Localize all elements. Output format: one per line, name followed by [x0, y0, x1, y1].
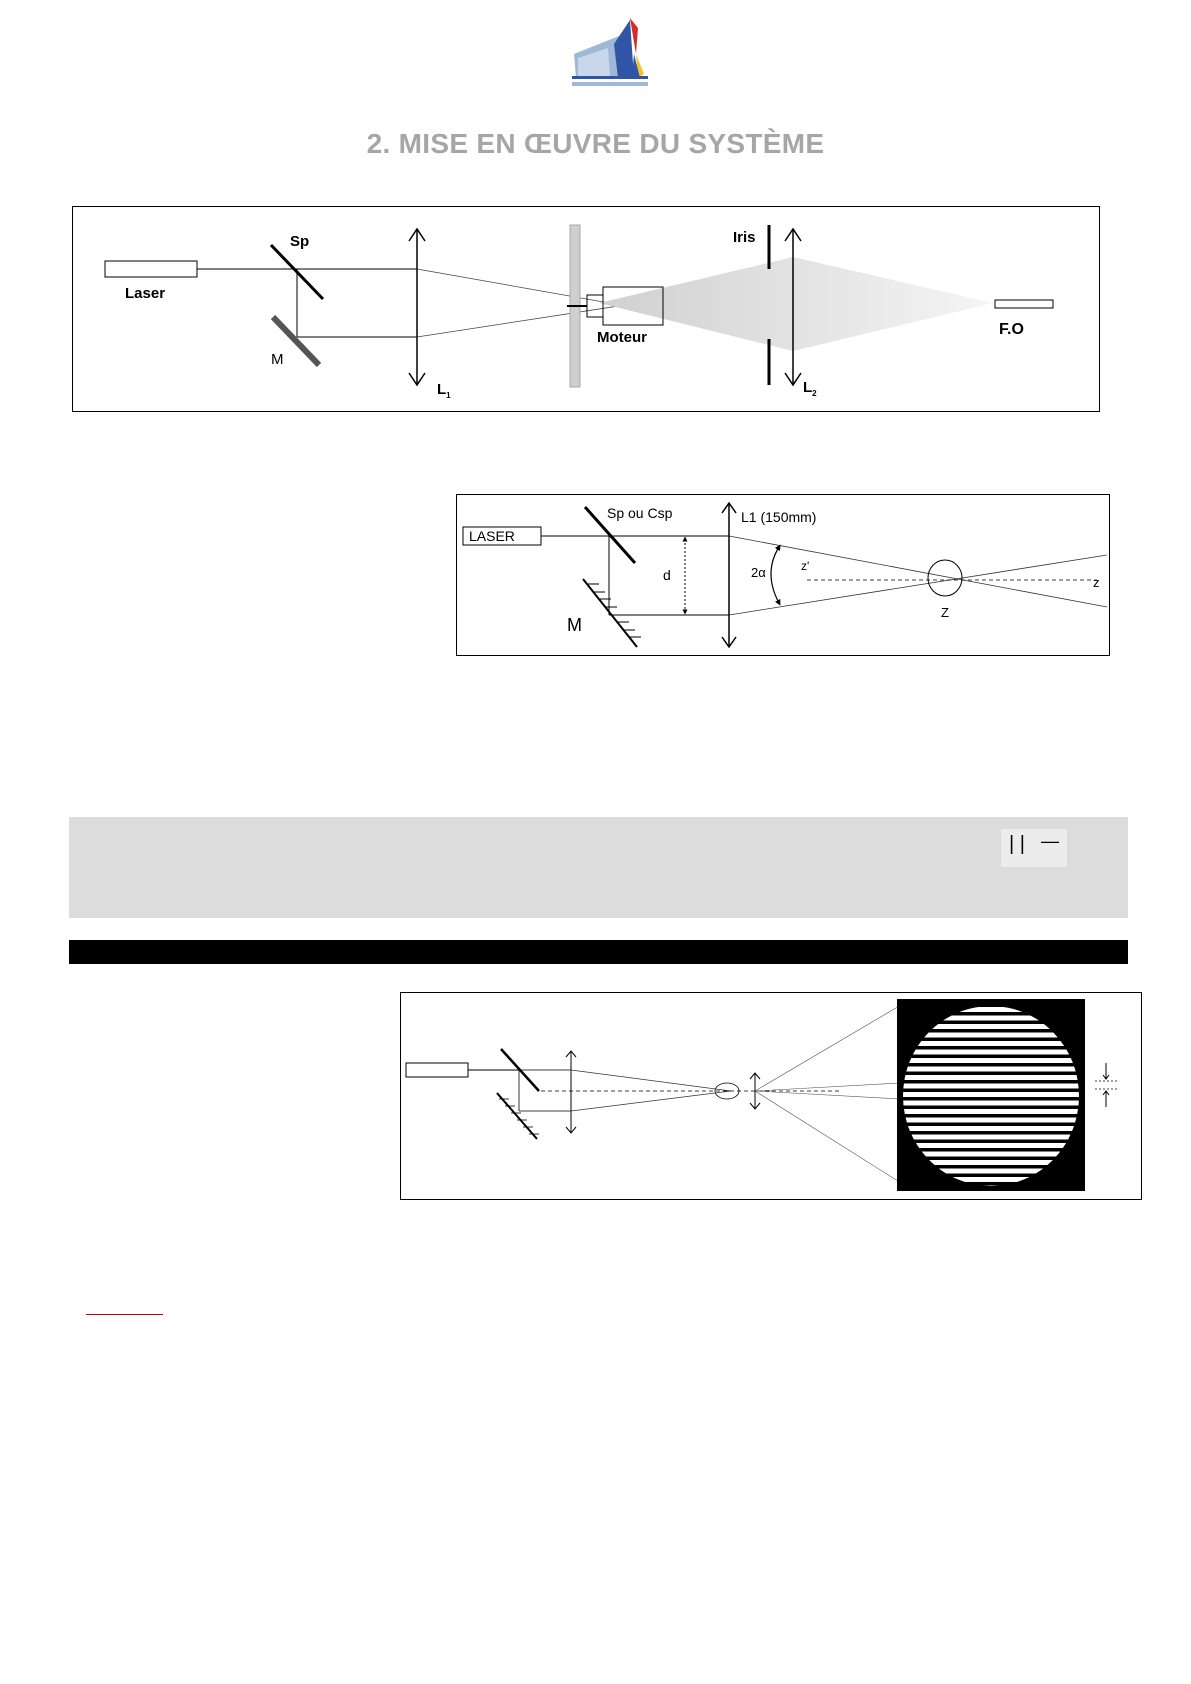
angle-arc: [771, 547, 779, 603]
mirror: [497, 1093, 537, 1139]
label-lens: L1 (150mm): [741, 509, 817, 525]
fringe-line: [901, 1084, 1081, 1089]
measurement-volume: [928, 560, 962, 596]
figure-beam-crossing: [456, 494, 1110, 656]
label-axis: z: [1093, 575, 1100, 590]
label-splitter: Sp: [290, 233, 310, 250]
label-motor: Moteur: [597, 329, 647, 346]
label-mirror: M: [567, 615, 582, 635]
label-iris: Iris: [733, 229, 756, 246]
label-lens1: $L_1$: [437, 381, 451, 400]
label-axis-prime: z': [801, 559, 810, 573]
fringe-line: [901, 1067, 1081, 1072]
figure-fringe-pattern: [400, 992, 1142, 1200]
label-mirror: M: [271, 351, 284, 368]
fringe-line: [901, 1126, 1081, 1131]
fringe-line: [901, 1118, 1081, 1123]
fringe-line: [901, 1152, 1081, 1157]
section-header-bar: [69, 940, 1128, 964]
grey-note-band: [69, 817, 1128, 918]
label-spacing: d: [663, 567, 671, 583]
laser-box: [406, 1063, 468, 1077]
fringe-line: [901, 1075, 1081, 1080]
laser-box: [105, 261, 197, 277]
red-link-underline: [86, 1314, 163, 1315]
fringe-line: [901, 1101, 1081, 1106]
fringe-line: [901, 1050, 1081, 1055]
fringe-line: [901, 1143, 1081, 1148]
page-title: 2. MISE EN ŒUVRE DU SYSTÈME: [366, 128, 825, 159]
label-volume: Z: [941, 605, 949, 620]
fringe-line: [901, 1041, 1081, 1046]
mirror: [583, 579, 637, 647]
fringe-line: [901, 1092, 1081, 1097]
label-angle: 2α: [751, 565, 766, 580]
figure-optical-setup: [72, 206, 1100, 412]
label-laser: LASER: [469, 528, 515, 544]
fringe-line: [901, 1058, 1081, 1063]
university-logo-icon: [568, 14, 664, 90]
optical-fiber: [995, 300, 1053, 308]
label-lens2: $L_2$: [803, 379, 817, 398]
fringe-line: [901, 1033, 1081, 1038]
label-laser: Laser: [125, 285, 166, 302]
formula-dash: —: [1041, 831, 1059, 851]
label-fiber: F.O: [999, 321, 1024, 338]
fringe-line: [901, 1135, 1081, 1140]
fringe-line: [901, 1109, 1081, 1114]
formula-bars: | |: [1009, 833, 1025, 855]
label-splitter: Sp ou Csp: [607, 505, 673, 521]
formula-fragment: [1001, 829, 1067, 867]
